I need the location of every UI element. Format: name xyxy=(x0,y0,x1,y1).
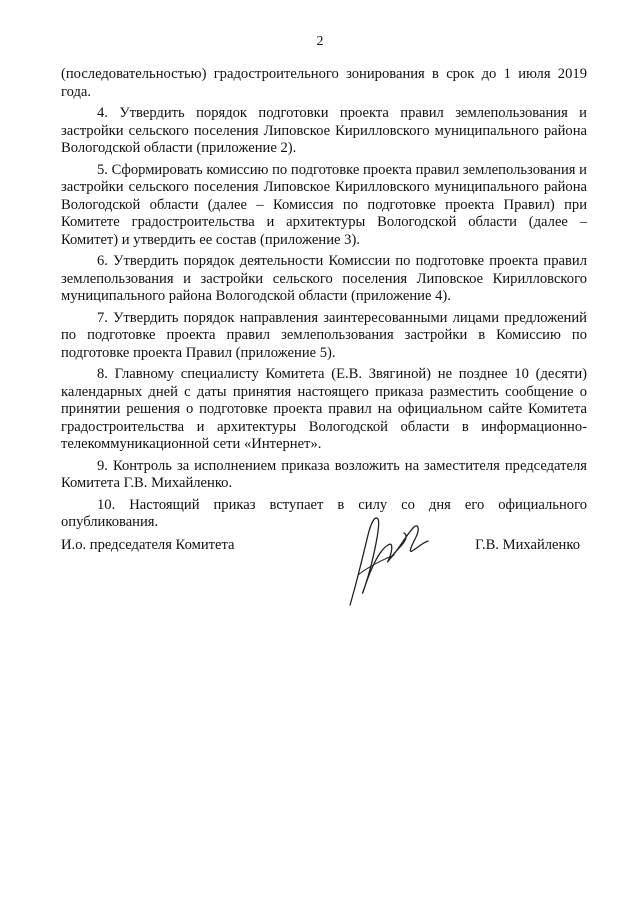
paragraph-item-10: 10. Настоящий приказ вступает в силу со дня его официального опубликования. xyxy=(61,496,587,530)
page-number: 2 xyxy=(316,34,324,49)
handwritten-signature xyxy=(328,505,438,610)
signer-name: Г.В. Михайленко xyxy=(475,537,580,553)
paragraph-item-6: 6. Утвердить порядок деятельности Комиссии по подготовке проекта правил землепользования и застройки сельского поселения Липовское Кирилловского муниципального района Вологодской области (приложение 4). xyxy=(61,253,587,304)
paragraph-item-5: 5. Сформировать комиссию по подготовке проекта правил землепользования и застройки сельского поселения Липовское Кирилловского муниципального района Вологодской области (далее – Комиссия по подготовке проекта Правил) при Комитете градостроительства и архитектуры Вологодской области (далее – Комитет) и утвердить ее состав (приложение 3). xyxy=(61,161,587,248)
paragraph-item-4: 4. Утвердить порядок подготовки проекта правил землепользования и застройки сельского поселения Липовское Кирилловского муниципального района Вологодской области (приложение 2). xyxy=(61,105,587,156)
paragraph-continuation: (последовательностью) градостроительного зонирования в срок до 1 июля 2019 года. xyxy=(61,66,587,100)
document-body xyxy=(61,66,587,536)
paragraph-item-7: 7. Утвердить порядок направления заинтересованными лицами предложений по подготовке проекта правил землепользования застройки в Комиссию по подготовке проекта Правил (приложение 5). xyxy=(61,309,587,361)
paragraph-item-8: 8. Главному специалисту Комитета (Е.В. Звягиной) не позднее 10 (десяти) календарных дней с даты принятия настоящего приказа разместить сообщение о принятии решения о подготовке проекта правил на официальном сайте Комитета градостроительства и архитектуры Вологодской области в информационно-телекоммуникационной сети «Интернет». xyxy=(61,366,587,452)
signer-position: И.о. председателя Комитета xyxy=(61,537,235,553)
paragraph-item-9: 9. Контроль за исполнением приказа возложить на заместителя председателя Комитета Г.В. Михайленко. xyxy=(61,457,587,491)
